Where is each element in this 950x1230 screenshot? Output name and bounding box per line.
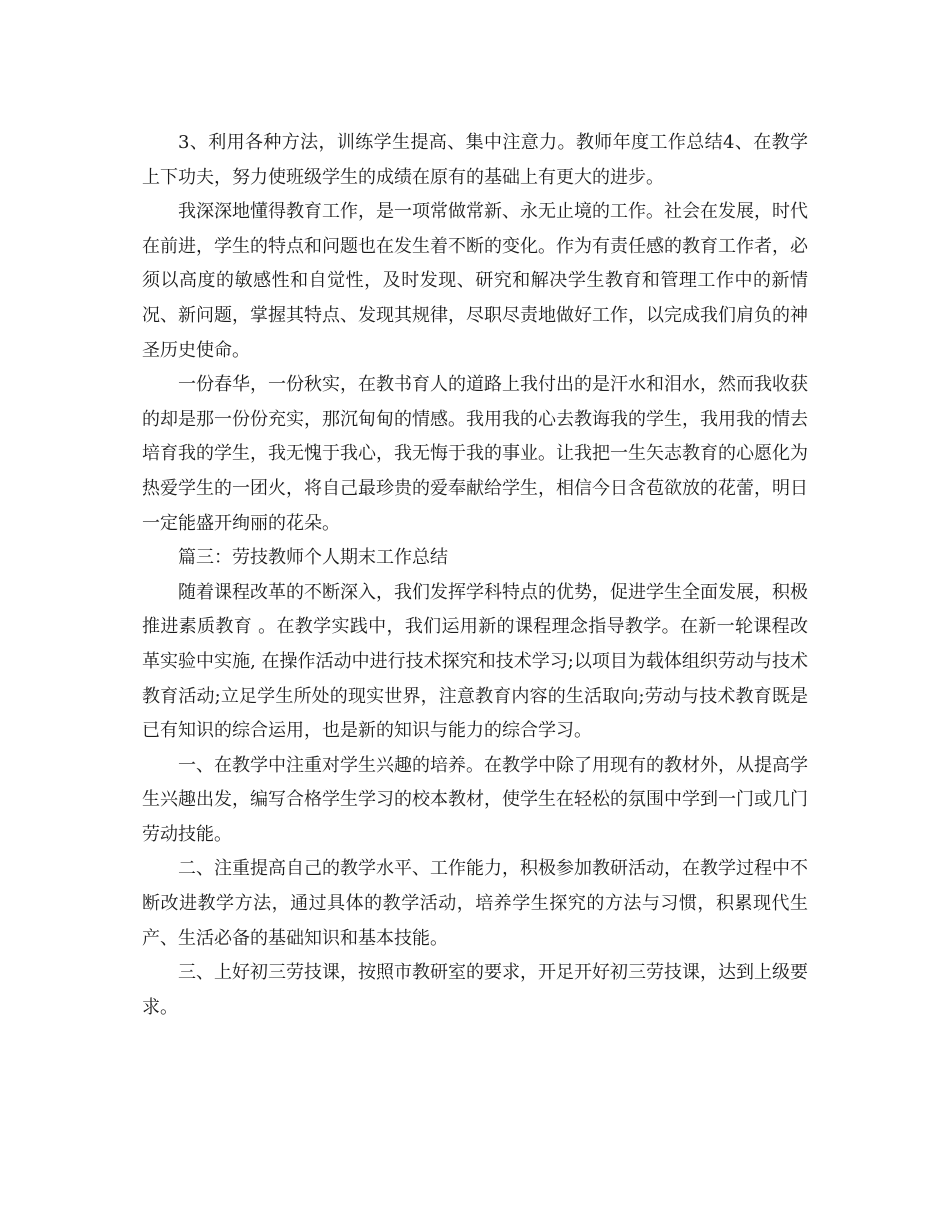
section-heading: 篇三：劳技教师个人期末工作总结 <box>178 547 448 569</box>
paragraph-3: 一份春华，一份秋实，在教书育人的道路上我付出的是汗水和泪水，然而我收获的却是那一份份充实，那沉甸甸的情感。我用我的心去教诲我的学生，我用我的情去培育我的学生，我无愧于我心，我无悔于我的事业。让我把一生矢志教育的心愿化为热爱学生的一团火，将自己最珍贵的爱奉献给学生，相信今日含苞欲放的花蕾，明日一定能盛开绚丽的花朵。 <box>142 374 808 534</box>
paragraph-5: 一、在教学中注重对学生兴趣的培养。在教学中除了用现有的教材外，从提高学生兴趣出发，编写合格学生学习的校本教材，使学生在轻松的氛围中学到一门或几门劳动技能。 <box>142 754 808 845</box>
paragraph-2: 我深深地懂得教育工作，是一项常做常新、永无止境的工作。社会在发展，时代在前进，学生的特点和问题也在发生着不断的变化。作为有责任感的教育工作者，必须以高度的敏感性和自觉性，及时发现、研究和解决学生教育和管理工作中的新情况、新问题，掌握其特点、发现其规律，尽职尽责地做好工作，以完成我们肩负的神圣历史使命。 <box>142 201 808 361</box>
paragraph-4: 随着课程改革的不断深入，我们发挥学科特点的优势，促进学生全面发展，积极推进素质教育 。在教学实践中，我们运用新的课程理念指导教学。在新一轮课程改革实验中实施, 在操作活动中进行技术探究和技术学习;以项目为载体组织劳动与技术教育活动;立足学生所处的现实世界，注意教育内容的生活取向;劳动与技术教育既是已有知识的综合运用，也是新的知识与能力的综合学习。 <box>142 581 808 742</box>
paragraph-6: 二、注重提高自己的教学水平、工作能力，积极参加教研活动，在教学过程中不断改进教学方法，通过具体的教学活动，培养学生探究的方法与习惯，积累现代生产、生活必备的基础知识和基本技能。 <box>142 858 808 949</box>
document-body <box>142 126 808 1025</box>
paragraph-1: 3、利用各种方法，训练学生提高、集中注意力。教师年度工作总结4、在教学上下功夫，努力使班级学生的成绩在原有的基础上有更大的进步。 <box>142 132 808 188</box>
paragraph-7: 三、上好初三劳技课，按照市教研室的要求，开足开好初三劳技课，达到上级要求。 <box>142 962 808 1018</box>
